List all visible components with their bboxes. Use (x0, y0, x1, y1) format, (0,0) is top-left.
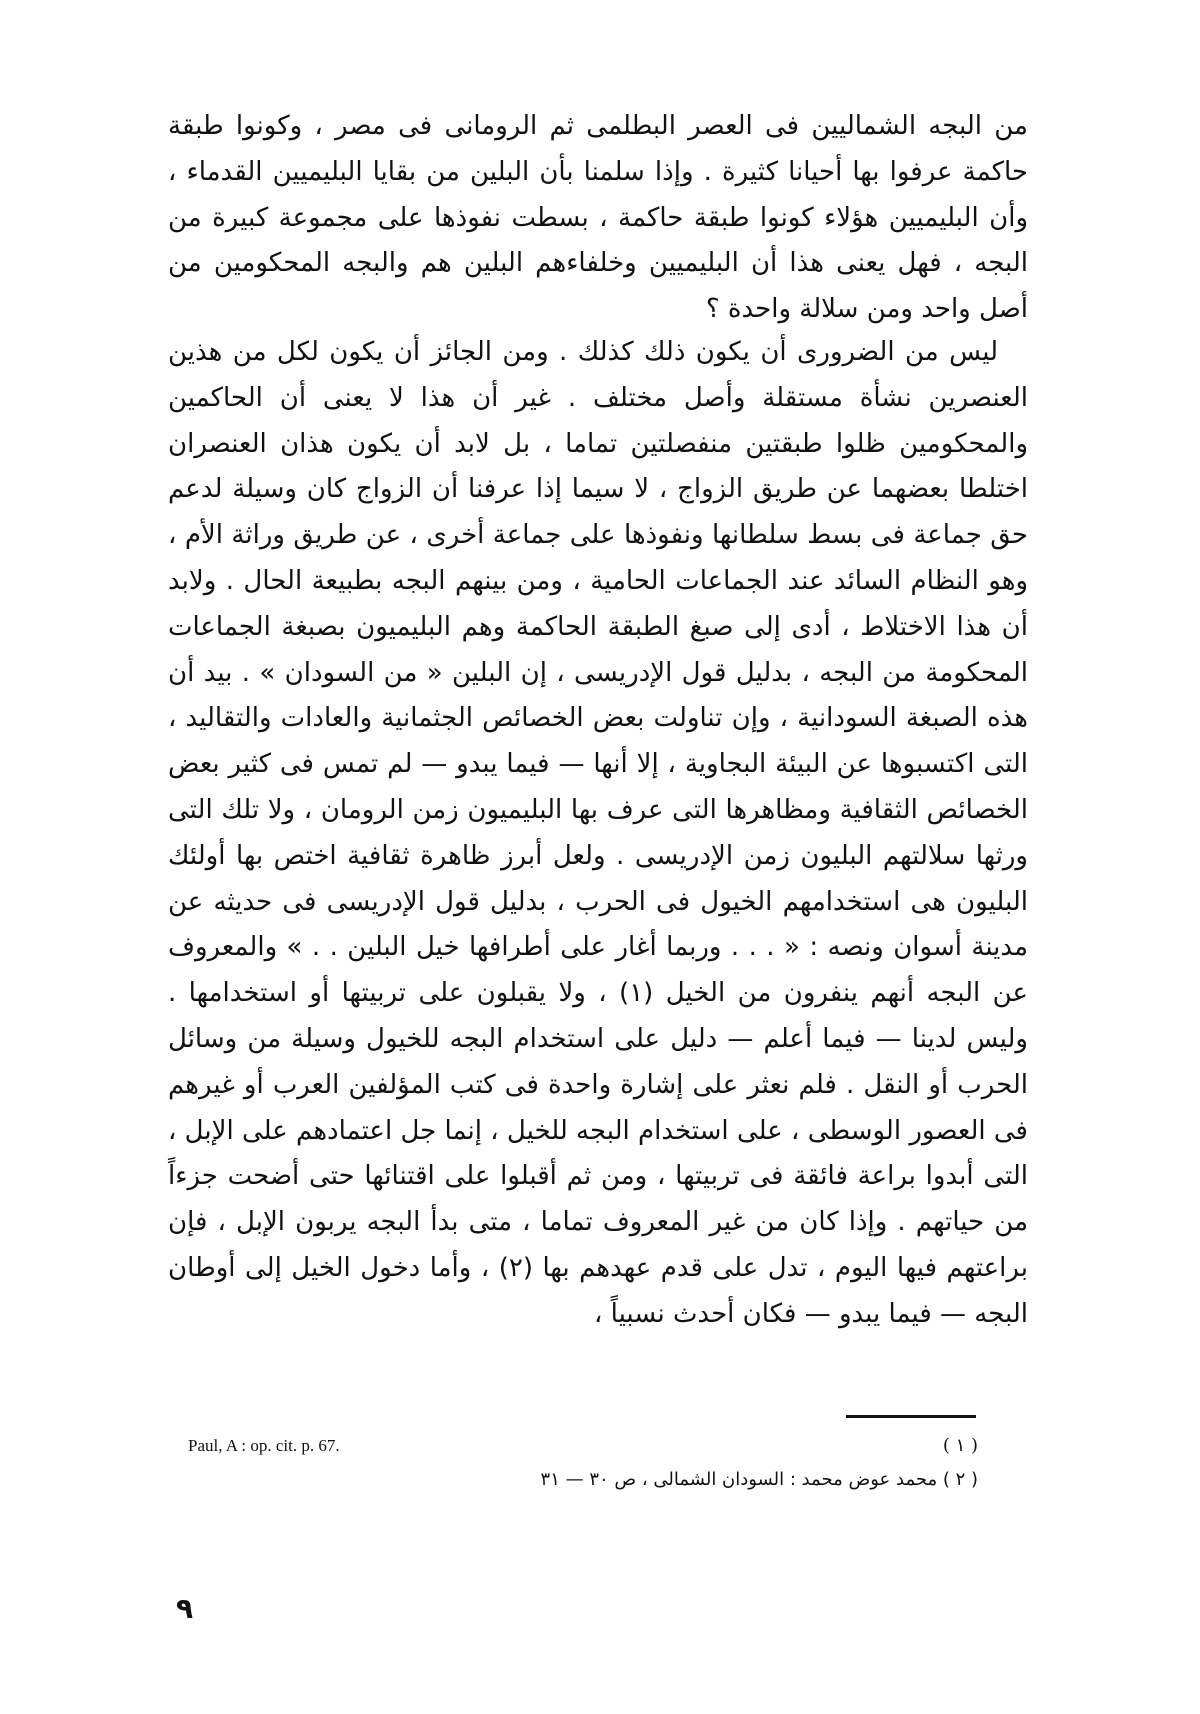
footnote-citation: ( ٢ ) محمد عوض محمد : السودان الشمالى ، ص ٣٠ — ٣١ (540, 1469, 978, 1490)
footnote-divider (846, 1415, 976, 1418)
paragraph-text: ليس من الضرورى أن يكون ذلك كذلك . ومن الجائز أن يكون لكل من هذين العنصرين نشأة مستقلة وأصل مختلف . غير أن هذا لا يعنى أن الحاكمين والمحكومين ظلوا طبقتين منفصلتين تماما ، بل لابد أن يكون هذان العنصران اختلطا بعضهما عن طريق الزواج ، لا سيما إذا عرفنا أن الزواج كان وسيلة لدعم حق جماعة فى بسط سلطانها ونفوذها على جماعة أخرى ، عن طريق وراثة الأم ، وهو النظام السائد عند الجماعات الحامية ، ومن بينهم البجه بطبيعة الحال . ولابد أن هذا الاختلاط ، أدى إلى صبغ الطبقة الحاكمة وهم البليميون بصبغة الجماعات المحكومة من البجه ، بدليل قول الإدريسى ، إن البلين « من السودان » . بيد أن هذه الصبغة السودانية ، وإن تناولت بعض الخصائص الجثمانية والعادات والتقاليد ، التى اكتسبوها عن البيئة البجاوية ، إلا أنها — فيما يبدو — لم تمس فى كثير بعض الخصائص الثقافية ومظاهرها التى عرف بها البليميون زمن الرومان ، ولا تلك التى ورثها سلالتهم البليون زمن الإدريسى . ولعل أبرز ظاهرة ثقافية اختص بها أولئك البليون هى استخدامهم الخيول فى الحرب ، بدليل قول الإدريسى فى حديثه عن مدينة أسوان ونصه : « . . . وربما أغار على أطرافها خيل البلين . . » والمعروف عن البجه أنهم ينفرون من الخيل (١) ، ولا يقبلون على تربيتها أو استخدامها . وليس لدينا — فيما أعلم — دليل على استخدام البجه للخيول وسيلة من وسائل الحرب أو النقل . فلم نعثر على إشارة واحدة فى كتب المؤلفين العرب أو غيرهم فى العصور الوسطى ، على استخدام البجه للخيل ، إنما جل اعتمادهم على الإبل ، التى أبدوا براعة فائقة فى تربيتها ، ومن ثم أقبلوا على اقتنائها حتى أضحت جزءاً من حياتهم . وإذا كان من غير المعروف تماما ، متى بدأ البجه يربون الإبل ، فإن براعتهم فيها اليوم ، تدل على قدم عهدهم بها (٢) ، وأما دخول الخيل إلى أوطان البجه — فيما يبدو — فكان أحدث نسبياً ، (168, 337, 1028, 1329)
footnote-2 (168, 1466, 978, 1494)
paragraph-text: من البجه الشماليين فى العصر البطلمى ثم الرومانى فى مصر ، وكونوا طبقة حاكمة عرفوا بها أحيانا كثيرة . وإذا سلمنا بأن البلين من بقايا البليميين القدماء ، وأن البليميين هؤلاء كونوا طبقة حاكمة ، بسطت نفوذها على مجموعة كبيرة من البجه ، فهل يعنى هذا أن البليميين وخلفاءهم البلين هم والبجه المحكومين من أصل واحد ومن سلالة واحدة ؟ (168, 111, 1028, 325)
footnote-citation: Paul, A : op. cit. p. 67. (188, 1436, 340, 1455)
body-paragraph-2 (168, 330, 1028, 1338)
body-paragraph-1 (168, 104, 1028, 333)
page-number: ٩ (176, 1592, 194, 1625)
footnote-marker: ( ١ ) (942, 1435, 978, 1456)
